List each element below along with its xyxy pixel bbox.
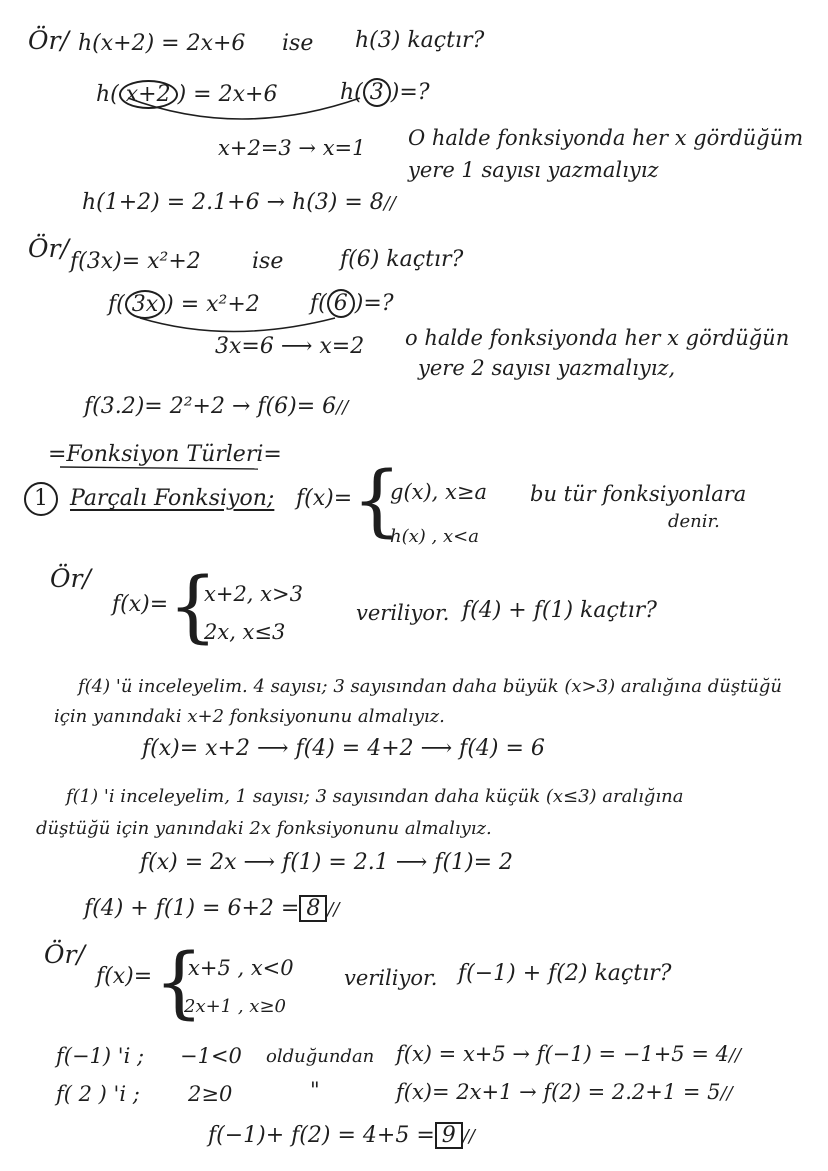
piecewise-brace: { [352,456,402,546]
case-check-2-label: f( 2 ) 'i ; [56,1082,140,1106]
explanation-2c: f(x) = 2x ⟶ f(1) = 2.1 ⟶ f(1)= 2 [140,850,514,875]
type-item [24,482,58,516]
end-mark: // [462,1126,475,1147]
question-ask: f(6) kaçtır? [340,247,464,272]
question-ask: f(−1) + f(2) kaçtır? [458,961,672,986]
restated-left: f( 3x ) = x²+2 [108,290,260,319]
sum-line: f(4) + f(1) = 6+2 = 8 // [84,896,340,921]
type-name: Parçalı Fonksiyon; [70,486,275,511]
end-mark: // [383,193,396,214]
example-label: Ör/ [28,26,69,55]
piecewise-case-2: h(x) , x<a [390,526,479,547]
example-label: Ör/ [50,564,91,593]
note-line-1: O halde fonksiyonda her x gördüğüm [408,126,804,150]
case-check-1-cond: −1<0 [180,1044,242,1068]
case-check-1-label: f(−1) 'i ; [56,1044,145,1068]
restated-right: f( 6 )=? [310,289,394,318]
explanation-1a: f(4) 'ü inceleyelim. 4 sayısı; 3 sayısından daha büyük (x>3) aralığına düştüğü [78,676,783,697]
circled-argument: 3 [363,78,391,107]
solve-equation: 3x=6 ⟶ x=2 [215,334,365,359]
given-word: veriliyor. [356,601,450,625]
explanation-1c: f(x)= x+2 ⟶ f(4) = 4+2 ⟶ f(4) = 6 [142,736,545,761]
question-expression: f(3x)= x²+2 [70,249,201,274]
piecewise-fx: f(x)= [296,486,353,511]
piecewise-fx: f(x)= [96,964,153,989]
result-line: f(3.2)= 2²+2 → f(6)= 6// [84,394,349,419]
explanation-1b: için yanındaki x+2 fonksiyonunu almalıyız. [54,706,445,727]
case-check-1-calc: f(x) = x+5 → f(−1) = −1+5 = 4// [396,1042,742,1066]
piecewise-case-2: 2x+1 , x≥0 [184,996,286,1017]
piecewise-case-1: x+2, x>3 [204,582,303,606]
case-check-2-cond: 2≥0 [188,1082,233,1106]
piecewise-brace: { [168,562,218,652]
answer-box: 8 [299,895,327,922]
end-mark: // [327,899,340,920]
description-line-1: bu tür fonksiyonlara [530,482,747,506]
heading-underline [60,467,258,469]
circled-argument: 6 [327,289,355,318]
end-mark: // [336,397,349,418]
solve-equation: x+2=3 → x=1 [218,136,366,160]
restated-left: h( x+2 ) = 2x+6 [96,80,277,109]
case-check-2-calc: f(x)= 2x+1 → f(2) = 2.2+1 = 5// [396,1080,733,1104]
piecewise-fx: f(x)= [112,592,169,617]
question-ask: h(3) kaçtır? [355,28,485,53]
section-heading: =Fonksiyon Türleri= [48,442,282,467]
result-line: h(1+2) = 2.1+6 → h(3) = 8// [82,190,396,215]
given-word: veriliyor. [344,966,438,990]
explanation-2b: düştüğü için yanındaki 2x fonksiyonunu almalıyız. [36,818,492,839]
question-ise: ise [282,31,314,56]
question-ise: ise [252,249,284,274]
note-line-2: yere 2 sayısı yazmalıyız, [418,356,676,380]
answer-box: 9 [435,1122,463,1149]
note-line-1: o halde fonksiyonda her x gördüğün [405,326,790,350]
example-label: Ör/ [28,234,69,263]
piecewise-brace: { [154,938,204,1028]
sum-line: f(−1)+ f(2) = 4+5 = 9 // [208,1123,475,1148]
piecewise-case-2: 2x, x≤3 [204,620,286,644]
restated-right: h( 3 )=? [340,78,430,107]
explanation-2a: f(1) 'i inceleyelim, 1 sayısı; 3 sayısından daha küçük (x≤3) aralığına [66,786,684,807]
end-mark: // [720,1083,733,1104]
case-check-1-word: olduğundan [266,1046,375,1067]
circled-argument: 3x [125,290,165,319]
circled-argument: x+2 [119,80,178,109]
question-expression: h(x+2) = 2x+6 [78,31,246,56]
connector-arc-2 [140,318,335,332]
description-line-2: denir. [668,511,720,532]
item-number: 1 [24,482,58,516]
question-ask: f(4) + f(1) kaçtır? [462,598,657,623]
end-mark: // [728,1045,742,1066]
piecewise-case-1: x+5 , x<0 [188,956,294,980]
note-line-2: yere 1 sayısı yazmalıyız [408,158,659,182]
ditto-mark: " [310,1078,320,1102]
example-label: Ör/ [44,940,85,969]
piecewise-case-1: g(x), x≥a [390,480,487,504]
